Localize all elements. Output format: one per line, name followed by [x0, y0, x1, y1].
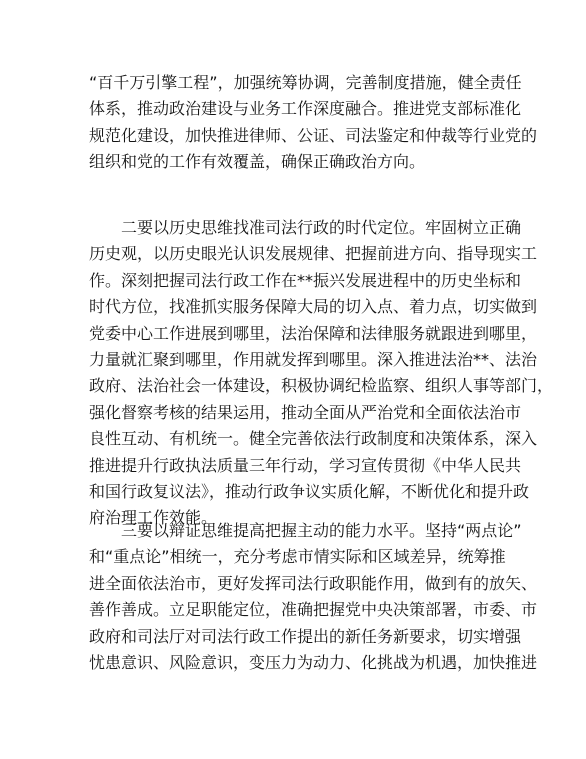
paragraph-line: 强化督察考核的结果运用，推动全面从严治党和全面依法治市 [89, 402, 522, 422]
paragraph-line: “百千万引擎工程”，加强统筹协调，完善制度措施，健全责任 [89, 73, 522, 92]
paragraph-line: 和国行政复议法》，推动行政争议实质化解，不断优化和提升政 [89, 481, 530, 501]
paragraph-line: 良性互动、有机统一。健全完善依法行政制度和决策体系，深入 [89, 429, 538, 449]
paragraph-line: 进全面依法治市，更好发挥司法行政职能作用，做到有的放矢、 [89, 573, 538, 593]
paragraph-line: 忧患意识、风险意识，变压力为动力、化挑战为机遇，加快推进 [89, 652, 538, 672]
paragraph-line: 二要以历史思维找准司法行政的时代定位。牢固树立正确 [121, 218, 522, 237]
paragraph-line: 历史观，以历史眼光认识发展规律、把握前进方向、指导现实工 [89, 244, 538, 264]
paragraph-2 [89, 215, 554, 532]
paragraph-line: 体系，推动政治建设与业务工作深度融合。推进党支部标准化 [89, 99, 522, 119]
paragraph-line: 三要以辩证思维提高把握主动的能力水平。坚持“两点论” [121, 521, 522, 540]
paragraph-line: 和“重点论”相统一，充分考虑市情实际和区域差异，统筹推 [89, 547, 506, 567]
paragraph-line: 时代方位，找准抓实服务保障大局的切入点、着力点，切实做到 [89, 297, 538, 317]
paragraph-line: 规范化建设，加快推进律师、公证、司法鉴定和仲裁等行业党的 [89, 125, 538, 145]
paragraph-line: 组织和党的工作有效覆盖，确保正确政治方向。 [89, 152, 426, 172]
paragraph-line: 作。深刻把握司法行政工作在**振兴发展进程中的历史坐标和 [89, 270, 522, 290]
paragraph-line: 府治理工作效能。 [89, 508, 218, 528]
paragraph-line: 善作善成。立足职能定位，准确把握党中央决策部署，市委、市 [89, 600, 538, 620]
paragraph-3 [89, 518, 538, 676]
paragraph-line: 力量就汇聚到哪里，作用就发挥到哪里。深入推进法治**、法治 [89, 349, 538, 369]
paragraph-line: 政府和司法厅对司法行政工作提出的新任务新要求，切实增强 [89, 626, 522, 646]
paragraph-line: 政府、法治社会一体建设，积极协调纪检监察、组织人事等部门， [89, 376, 554, 396]
paragraph-line: 推进提升行政执法质量三年行动，学习宣传贯彻《中华人民共 [89, 455, 522, 475]
paragraph-line: 党委中心工作进展到哪里，法治保障和法律服务就跟进到哪里， [89, 323, 538, 343]
paragraph-1 [89, 70, 538, 176]
